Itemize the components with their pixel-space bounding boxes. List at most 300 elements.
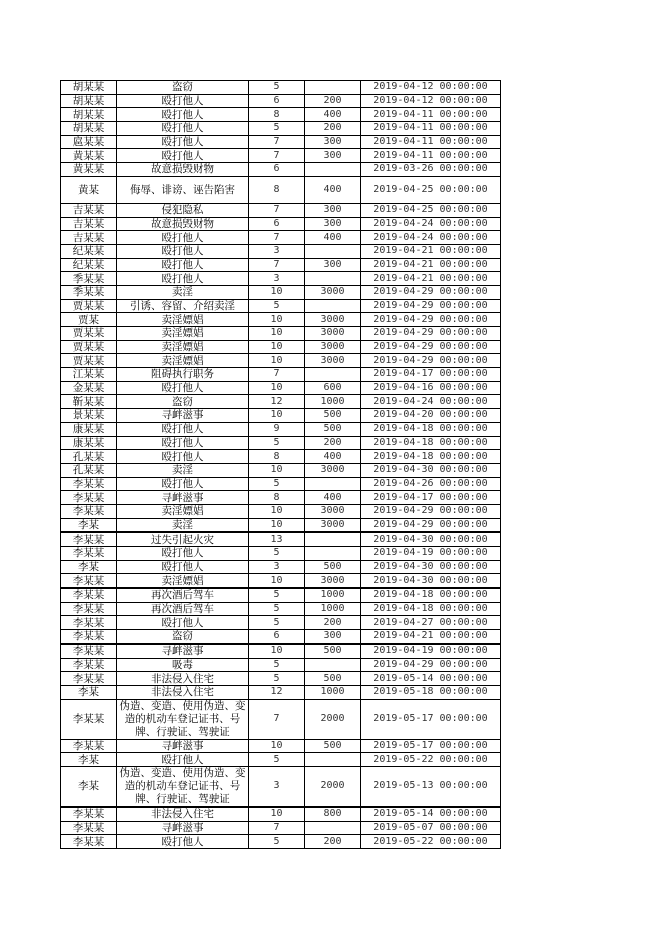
offense-cell: 殴打他人	[117, 616, 249, 630]
offense-cell: 非法侵入住宅	[117, 672, 249, 686]
fine-amount-cell: 500	[305, 560, 361, 574]
detention-days-cell: 10	[249, 354, 305, 368]
table-row	[61, 149, 501, 163]
table-row	[61, 658, 501, 672]
table-row	[61, 547, 501, 561]
detention-days-cell: 10	[249, 340, 305, 354]
detention-days-cell: 7	[249, 699, 305, 739]
fine-amount-cell: 300	[305, 630, 361, 644]
detention-days-cell: 13	[249, 532, 305, 546]
offense-cell: 再次酒后驾车	[117, 602, 249, 616]
detention-days-cell: 10	[249, 807, 305, 821]
detention-days-cell: 5	[249, 602, 305, 616]
fine-amount-cell: 2000	[305, 766, 361, 807]
name-cell: 纪某某	[61, 258, 117, 272]
table-row	[61, 94, 501, 108]
name-cell: 李某某	[61, 739, 117, 753]
table-row	[61, 766, 501, 807]
name-cell: 黄某某	[61, 163, 117, 177]
date-cell: 2019-05-18 00:00:00	[361, 685, 501, 699]
table-row	[61, 368, 501, 382]
table-row	[61, 313, 501, 327]
table-row	[61, 285, 501, 299]
fine-amount-cell: 3000	[305, 354, 361, 368]
fine-amount-cell: 400	[305, 176, 361, 203]
detention-days-cell: 5	[249, 672, 305, 686]
date-cell: 2019-04-11 00:00:00	[361, 122, 501, 136]
fine-amount-cell	[305, 244, 361, 258]
table-row	[61, 422, 501, 436]
table-row	[61, 699, 501, 739]
detention-days-cell: 5	[249, 547, 305, 561]
date-cell: 2019-04-24 00:00:00	[361, 395, 501, 409]
detention-days-cell: 5	[249, 616, 305, 630]
name-cell: 李某某	[61, 532, 117, 546]
date-cell: 2019-04-21 00:00:00	[361, 244, 501, 258]
table-row	[61, 135, 501, 149]
table-row	[61, 354, 501, 368]
date-cell: 2019-04-21 00:00:00	[361, 272, 501, 286]
offense-cell: 殴打他人	[117, 547, 249, 561]
date-cell: 2019-05-17 00:00:00	[361, 739, 501, 753]
table-row	[61, 835, 501, 849]
fine-amount-cell: 1000	[305, 395, 361, 409]
table-row	[61, 436, 501, 450]
offense-cell: 阻碍执行职务	[117, 368, 249, 382]
detention-days-cell: 7	[249, 203, 305, 217]
table-row	[61, 381, 501, 395]
date-cell: 2019-04-29 00:00:00	[361, 518, 501, 532]
table-row	[61, 217, 501, 231]
date-cell: 2019-04-30 00:00:00	[361, 463, 501, 477]
detention-days-cell: 10	[249, 739, 305, 753]
date-cell: 2019-04-25 00:00:00	[361, 203, 501, 217]
fine-amount-cell: 800	[305, 807, 361, 821]
name-cell: 胡某某	[61, 94, 117, 108]
date-cell: 2019-04-12 00:00:00	[361, 81, 501, 95]
table-row	[61, 327, 501, 341]
fine-amount-cell: 300	[305, 135, 361, 149]
name-cell: 李某某	[61, 699, 117, 739]
name-cell: 李某某	[61, 807, 117, 821]
offense-cell: 伪造、变造、使用伪造、变造的机动车登记证书、号牌、行驶证、驾驶证	[117, 699, 249, 739]
fine-amount-cell	[305, 299, 361, 313]
fine-amount-cell: 200	[305, 122, 361, 136]
offense-cell: 殴打他人	[117, 560, 249, 574]
name-cell: 黄某某	[61, 149, 117, 163]
date-cell: 2019-04-29 00:00:00	[361, 504, 501, 518]
detention-days-cell: 10	[249, 285, 305, 299]
date-cell: 2019-04-29 00:00:00	[361, 313, 501, 327]
offense-cell: 卖淫	[117, 285, 249, 299]
detention-days-cell: 10	[249, 463, 305, 477]
detention-days-cell: 12	[249, 395, 305, 409]
offense-cell: 盗窃	[117, 630, 249, 644]
offense-cell: 殴打他人	[117, 231, 249, 245]
fine-amount-cell: 3000	[305, 285, 361, 299]
date-cell: 2019-04-11 00:00:00	[361, 149, 501, 163]
fine-amount-cell	[305, 753, 361, 767]
detention-days-cell: 5	[249, 477, 305, 491]
date-cell: 2019-05-13 00:00:00	[361, 766, 501, 807]
offense-cell: 殴打他人	[117, 108, 249, 122]
fine-amount-cell	[305, 547, 361, 561]
offense-cell: 殴打他人	[117, 258, 249, 272]
fine-amount-cell: 1000	[305, 685, 361, 699]
fine-amount-cell	[305, 658, 361, 672]
table-row	[61, 807, 501, 821]
date-cell: 2019-04-18 00:00:00	[361, 450, 501, 464]
detention-days-cell: 6	[249, 630, 305, 644]
table-row	[61, 504, 501, 518]
date-cell: 2019-04-11 00:00:00	[361, 135, 501, 149]
detention-days-cell: 8	[249, 108, 305, 122]
table-row	[61, 491, 501, 505]
date-cell: 2019-04-19 00:00:00	[361, 644, 501, 658]
date-cell: 2019-04-18 00:00:00	[361, 436, 501, 450]
offense-cell: 殴打他人	[117, 835, 249, 849]
table-row	[61, 602, 501, 616]
name-cell: 李某	[61, 766, 117, 807]
detention-days-cell: 6	[249, 94, 305, 108]
detention-days-cell: 5	[249, 835, 305, 849]
fine-amount-cell: 3000	[305, 313, 361, 327]
name-cell: 李某某	[61, 821, 117, 835]
date-cell: 2019-05-07 00:00:00	[361, 821, 501, 835]
detention-days-cell: 7	[249, 821, 305, 835]
offense-cell: 盗窃	[117, 395, 249, 409]
offense-cell: 殴打他人	[117, 272, 249, 286]
fine-amount-cell: 3000	[305, 574, 361, 588]
offense-cell: 寻衅滋事	[117, 409, 249, 423]
date-cell: 2019-04-21 00:00:00	[361, 258, 501, 272]
table-row	[61, 450, 501, 464]
fine-amount-cell: 200	[305, 94, 361, 108]
date-cell: 2019-04-20 00:00:00	[361, 409, 501, 423]
fine-amount-cell: 500	[305, 739, 361, 753]
date-cell: 2019-04-29 00:00:00	[361, 354, 501, 368]
date-cell: 2019-04-12 00:00:00	[361, 94, 501, 108]
fine-amount-cell	[305, 81, 361, 95]
fine-amount-cell: 300	[305, 203, 361, 217]
offense-cell: 伪造、变造、使用伪造、变造的机动车登记证书、号牌、行驶证、驾驶证	[117, 766, 249, 807]
date-cell: 2019-05-14 00:00:00	[361, 672, 501, 686]
table-row	[61, 753, 501, 767]
fine-amount-cell: 500	[305, 409, 361, 423]
offense-cell: 非法侵入住宅	[117, 685, 249, 699]
name-cell: 吉某某	[61, 217, 117, 231]
offense-cell: 殴打他人	[117, 94, 249, 108]
name-cell: 李某某	[61, 477, 117, 491]
name-cell: 李某某	[61, 602, 117, 616]
detention-days-cell: 10	[249, 518, 305, 532]
offense-cell: 寻衅滋事	[117, 821, 249, 835]
table-row	[61, 81, 501, 95]
detention-days-cell: 7	[249, 231, 305, 245]
date-cell: 2019-04-30 00:00:00	[361, 560, 501, 574]
detention-days-cell: 6	[249, 217, 305, 231]
offense-cell: 卖淫嫖娼	[117, 504, 249, 518]
name-cell: 康某某	[61, 436, 117, 450]
detention-days-cell: 3	[249, 766, 305, 807]
date-cell: 2019-04-25 00:00:00	[361, 176, 501, 203]
table-row	[61, 163, 501, 177]
name-cell: 李某某	[61, 504, 117, 518]
date-cell: 2019-04-11 00:00:00	[361, 108, 501, 122]
table-row	[61, 616, 501, 630]
detention-days-cell: 5	[249, 299, 305, 313]
offense-cell: 盗窃	[117, 81, 249, 95]
fine-amount-cell: 200	[305, 616, 361, 630]
offense-cell: 殴打他人	[117, 450, 249, 464]
detention-days-cell: 8	[249, 491, 305, 505]
offense-cell: 卖淫嫖娼	[117, 313, 249, 327]
offense-cell: 殴打他人	[117, 135, 249, 149]
table-row	[61, 477, 501, 491]
records-table	[60, 80, 501, 849]
offense-cell: 卖淫嫖娼	[117, 340, 249, 354]
offense-cell: 侮辱、诽谤、诬告陷害	[117, 176, 249, 203]
fine-amount-cell: 3000	[305, 340, 361, 354]
table-row	[61, 244, 501, 258]
table-row	[61, 644, 501, 658]
detention-days-cell: 7	[249, 149, 305, 163]
offense-cell: 卖淫嫖娼	[117, 574, 249, 588]
table-row	[61, 122, 501, 136]
fine-amount-cell: 500	[305, 672, 361, 686]
table-row	[61, 395, 501, 409]
fine-amount-cell: 600	[305, 381, 361, 395]
table-row	[61, 685, 501, 699]
date-cell: 2019-05-14 00:00:00	[361, 807, 501, 821]
offense-cell: 吸毒	[117, 658, 249, 672]
date-cell: 2019-04-26 00:00:00	[361, 477, 501, 491]
name-cell: 贾某某	[61, 340, 117, 354]
fine-amount-cell: 1000	[305, 588, 361, 602]
date-cell: 2019-04-24 00:00:00	[361, 217, 501, 231]
name-cell: 李某某	[61, 630, 117, 644]
table-row	[61, 231, 501, 245]
date-cell: 2019-04-29 00:00:00	[361, 327, 501, 341]
detention-days-cell: 5	[249, 122, 305, 136]
date-cell: 2019-04-17 00:00:00	[361, 368, 501, 382]
name-cell: 李某某	[61, 644, 117, 658]
fine-amount-cell	[305, 272, 361, 286]
detention-days-cell: 10	[249, 313, 305, 327]
detention-days-cell: 8	[249, 450, 305, 464]
offense-cell: 寻衅滋事	[117, 491, 249, 505]
date-cell: 2019-04-30 00:00:00	[361, 574, 501, 588]
name-cell: 李某	[61, 518, 117, 532]
table-row	[61, 672, 501, 686]
name-cell: 季某某	[61, 285, 117, 299]
table-row	[61, 630, 501, 644]
table-row	[61, 463, 501, 477]
name-cell: 李某某	[61, 672, 117, 686]
detention-days-cell: 7	[249, 258, 305, 272]
name-cell: 孔某某	[61, 463, 117, 477]
offense-cell: 卖淫	[117, 463, 249, 477]
name-cell: 贾某	[61, 313, 117, 327]
fine-amount-cell: 300	[305, 217, 361, 231]
name-cell: 李某某	[61, 574, 117, 588]
date-cell: 2019-04-24 00:00:00	[361, 231, 501, 245]
offense-cell: 非法侵入住宅	[117, 807, 249, 821]
detention-days-cell: 7	[249, 368, 305, 382]
table-row	[61, 574, 501, 588]
detention-days-cell: 5	[249, 658, 305, 672]
name-cell: 靳某某	[61, 395, 117, 409]
detention-days-cell: 5	[249, 753, 305, 767]
fine-amount-cell: 3000	[305, 327, 361, 341]
detention-days-cell: 10	[249, 381, 305, 395]
table-row	[61, 588, 501, 602]
date-cell: 2019-04-18 00:00:00	[361, 422, 501, 436]
detention-days-cell: 5	[249, 81, 305, 95]
name-cell: 金某某	[61, 381, 117, 395]
detention-days-cell: 9	[249, 422, 305, 436]
fine-amount-cell: 3000	[305, 518, 361, 532]
offense-cell: 卖淫	[117, 518, 249, 532]
name-cell: 胡某某	[61, 108, 117, 122]
date-cell: 2019-04-18 00:00:00	[361, 602, 501, 616]
name-cell: 康某某	[61, 422, 117, 436]
date-cell: 2019-04-29 00:00:00	[361, 658, 501, 672]
detention-days-cell: 10	[249, 644, 305, 658]
fine-amount-cell: 2000	[305, 699, 361, 739]
table-row	[61, 560, 501, 574]
name-cell: 扈某某	[61, 135, 117, 149]
date-cell: 2019-04-27 00:00:00	[361, 616, 501, 630]
fine-amount-cell: 1000	[305, 602, 361, 616]
date-cell: 2019-04-21 00:00:00	[361, 630, 501, 644]
name-cell: 吉某某	[61, 203, 117, 217]
name-cell: 李某	[61, 560, 117, 574]
name-cell: 孔某某	[61, 450, 117, 464]
detention-days-cell: 5	[249, 436, 305, 450]
date-cell: 2019-05-22 00:00:00	[361, 753, 501, 767]
offense-cell: 引诱、容留、介绍卖淫	[117, 299, 249, 313]
offense-cell: 殴打他人	[117, 244, 249, 258]
offense-cell: 寻衅滋事	[117, 739, 249, 753]
offense-cell: 故意损毁财物	[117, 163, 249, 177]
table-row	[61, 176, 501, 203]
detention-days-cell: 10	[249, 327, 305, 341]
table-row	[61, 272, 501, 286]
fine-amount-cell: 400	[305, 450, 361, 464]
date-cell: 2019-04-16 00:00:00	[361, 381, 501, 395]
offense-cell: 殴打他人	[117, 122, 249, 136]
date-cell: 2019-03-26 00:00:00	[361, 163, 501, 177]
offense-cell: 寻衅滋事	[117, 644, 249, 658]
detention-days-cell: 3	[249, 560, 305, 574]
offense-cell: 卖淫嫖娼	[117, 354, 249, 368]
fine-amount-cell: 400	[305, 491, 361, 505]
fine-amount-cell: 400	[305, 231, 361, 245]
name-cell: 贾某某	[61, 327, 117, 341]
table-row	[61, 299, 501, 313]
name-cell: 李某某	[61, 588, 117, 602]
detention-days-cell: 7	[249, 135, 305, 149]
date-cell: 2019-04-19 00:00:00	[361, 547, 501, 561]
name-cell: 李某某	[61, 658, 117, 672]
name-cell: 纪某某	[61, 244, 117, 258]
name-cell: 胡某某	[61, 122, 117, 136]
offense-cell: 殴打他人	[117, 477, 249, 491]
offense-cell: 故意损毁财物	[117, 217, 249, 231]
date-cell: 2019-04-29 00:00:00	[361, 285, 501, 299]
offense-cell: 殴打他人	[117, 753, 249, 767]
fine-amount-cell: 400	[305, 108, 361, 122]
detention-days-cell: 10	[249, 504, 305, 518]
date-cell: 2019-04-29 00:00:00	[361, 340, 501, 354]
name-cell: 黄某	[61, 176, 117, 203]
fine-amount-cell	[305, 477, 361, 491]
date-cell: 2019-05-17 00:00:00	[361, 699, 501, 739]
fine-amount-cell: 3000	[305, 504, 361, 518]
fine-amount-cell: 500	[305, 422, 361, 436]
name-cell: 李某某	[61, 547, 117, 561]
date-cell: 2019-05-22 00:00:00	[361, 835, 501, 849]
detention-days-cell: 10	[249, 409, 305, 423]
offense-cell: 侵犯隐私	[117, 203, 249, 217]
fine-amount-cell: 200	[305, 835, 361, 849]
fine-amount-cell: 300	[305, 149, 361, 163]
records-table-body	[61, 81, 501, 849]
fine-amount-cell: 300	[305, 258, 361, 272]
name-cell: 江某某	[61, 368, 117, 382]
name-cell: 景某某	[61, 409, 117, 423]
offense-cell: 殴打他人	[117, 149, 249, 163]
name-cell: 李某某	[61, 491, 117, 505]
table-row	[61, 340, 501, 354]
name-cell: 李某某	[61, 835, 117, 849]
detention-days-cell: 10	[249, 574, 305, 588]
offense-cell: 殴打他人	[117, 436, 249, 450]
offense-cell: 过失引起火灾	[117, 532, 249, 546]
name-cell: 贾某某	[61, 299, 117, 313]
table-row	[61, 203, 501, 217]
name-cell: 李某	[61, 753, 117, 767]
table-row	[61, 739, 501, 753]
fine-amount-cell: 3000	[305, 463, 361, 477]
detention-days-cell: 3	[249, 272, 305, 286]
date-cell: 2019-04-18 00:00:00	[361, 588, 501, 602]
fine-amount-cell	[305, 532, 361, 546]
date-cell: 2019-04-17 00:00:00	[361, 491, 501, 505]
name-cell: 季某某	[61, 272, 117, 286]
fine-amount-cell	[305, 368, 361, 382]
name-cell: 李某	[61, 685, 117, 699]
offense-cell: 再次酒后驾车	[117, 588, 249, 602]
offense-cell: 殴打他人	[117, 422, 249, 436]
date-cell: 2019-04-29 00:00:00	[361, 299, 501, 313]
table-row	[61, 821, 501, 835]
name-cell: 吉某某	[61, 231, 117, 245]
name-cell: 胡某某	[61, 81, 117, 95]
fine-amount-cell: 200	[305, 436, 361, 450]
fine-amount-cell	[305, 821, 361, 835]
table-row	[61, 409, 501, 423]
fine-amount-cell	[305, 163, 361, 177]
table-row	[61, 108, 501, 122]
detention-days-cell: 12	[249, 685, 305, 699]
table-row	[61, 518, 501, 532]
date-cell: 2019-04-30 00:00:00	[361, 532, 501, 546]
fine-amount-cell: 500	[305, 644, 361, 658]
detention-days-cell: 3	[249, 244, 305, 258]
table-row	[61, 532, 501, 546]
